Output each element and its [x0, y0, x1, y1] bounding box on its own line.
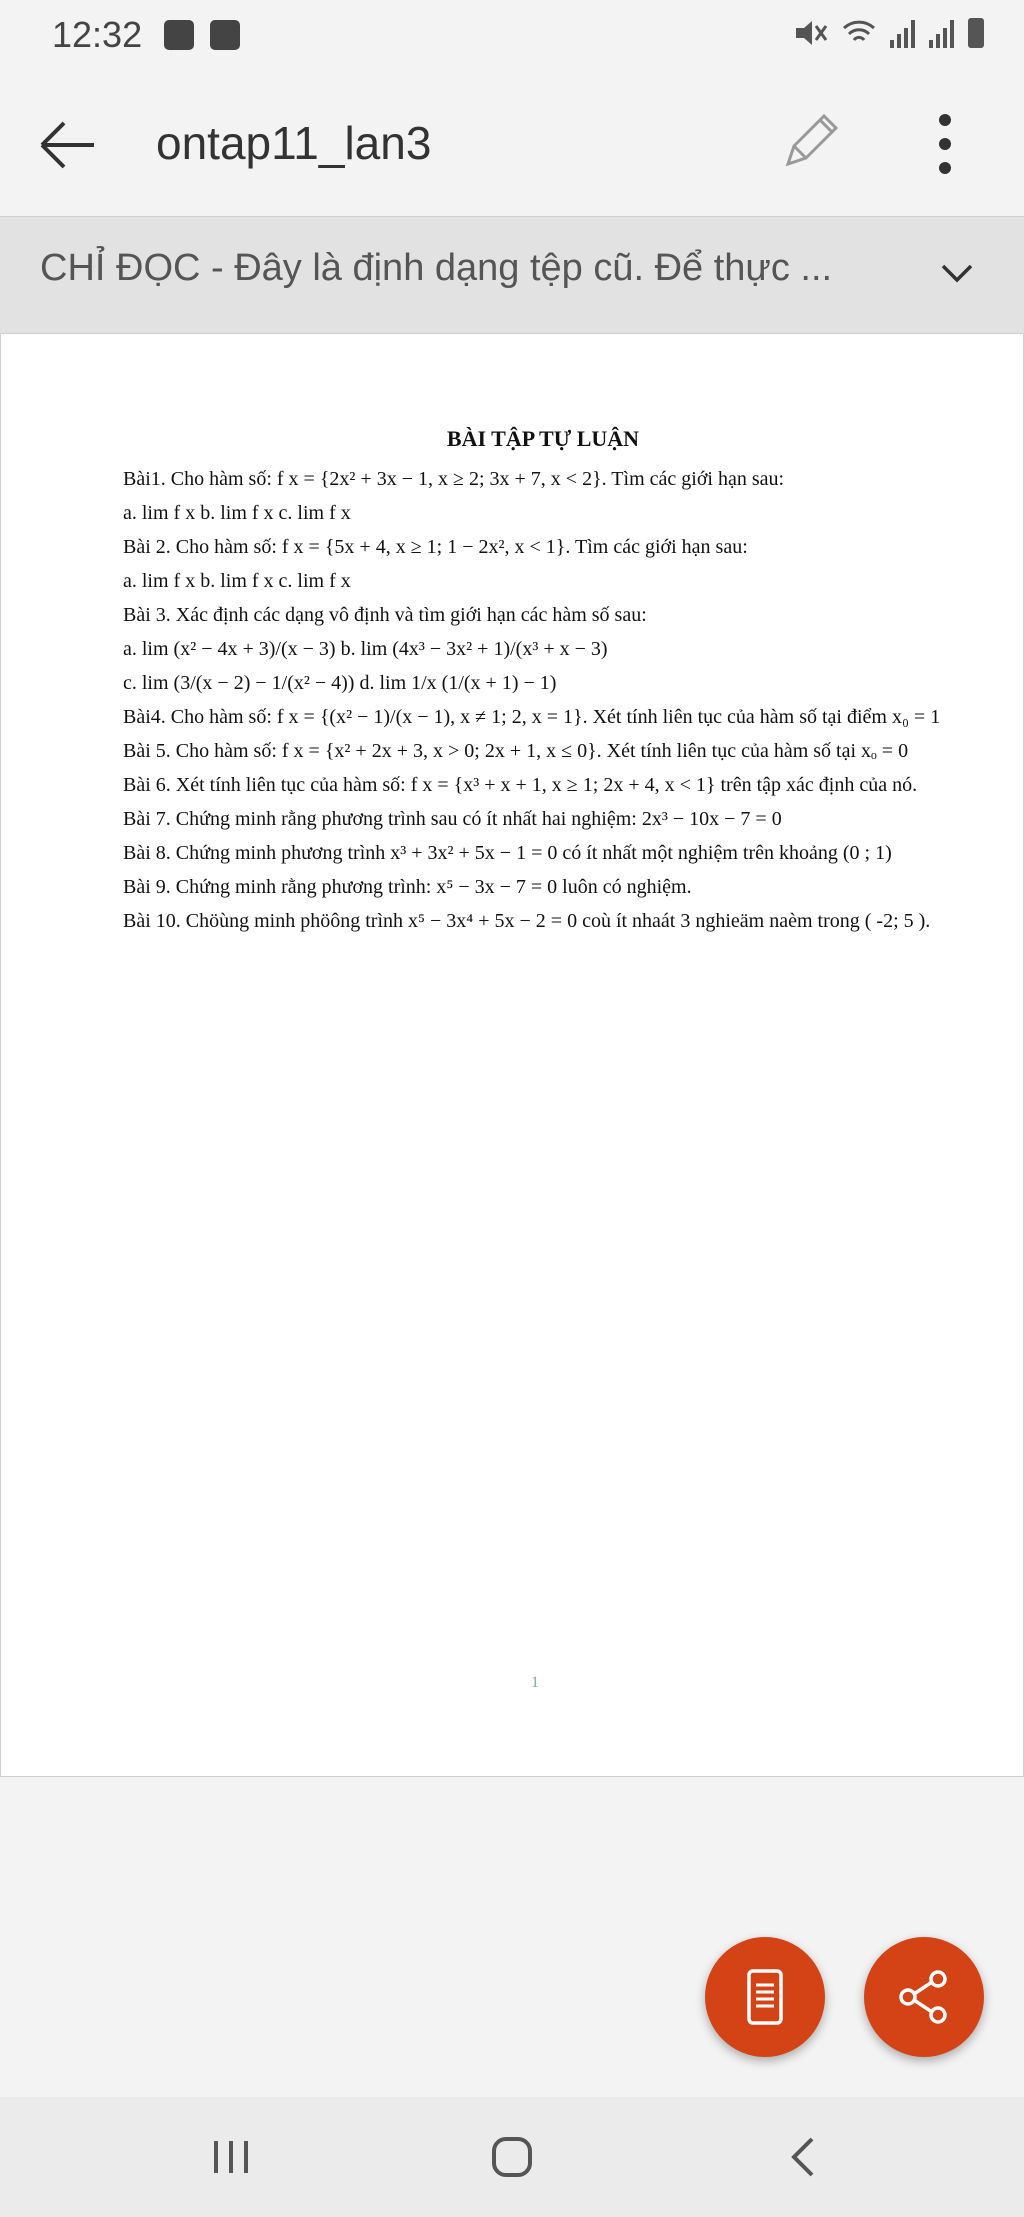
wifi-icon — [842, 18, 876, 48]
document-page[interactable] — [0, 333, 1024, 1777]
back-arrow-icon[interactable] — [38, 120, 98, 170]
system-nav-bar — [0, 2097, 1024, 2217]
share-button[interactable] — [864, 1937, 984, 2057]
mute-icon — [792, 18, 828, 48]
doc-line-4: a. lim f x b. lim f x c. lim f x — [123, 570, 351, 592]
doc-line-14: Bài 10. Chöùng minh phöông trình x⁵ − 3x⁴ + 5x − 2 = 0 coù ít nhaát 3 nghieäm naèm trong ( -2; 5 ). — [123, 910, 931, 932]
document-heading: BÀI TẬP TỰ LUẬN — [446, 426, 640, 451]
doc-line-10: Bài 6. Xét tính liên tục của hàm số: f x = {x³ + x + 1, x ≥ 1; 2x + 4, x < 1} trên tập xác định của nó. — [123, 774, 918, 796]
doc-line-5: Bài 3. Xác định các dạng vô định và tìm giới hạn các hàm số sau: — [123, 604, 647, 626]
status-bar — [0, 0, 1024, 72]
doc-line-11: Bài 7. Chứng minh rằng phương trình sau có ít nhất hai nghiệm: 2x³ − 10x − 7 = 0 — [123, 808, 782, 830]
doc-line-8: Bài4. Cho hàm số: f x = {(x² − 1)/(x − 1), x ≠ 1; 2, x = 1}. Xét tính liên tục của hàm số tại điểm x₀ = 1 — [123, 706, 941, 728]
read-only-banner[interactable] — [0, 216, 1024, 334]
page-number: 1 — [531, 1674, 539, 1691]
status-icons — [792, 18, 984, 48]
app-notification-icon — [210, 20, 240, 50]
image-notification-icon — [164, 20, 194, 50]
chevron-down-icon[interactable] — [940, 261, 974, 287]
recent-apps-icon[interactable] — [206, 2135, 256, 2179]
back-nav-icon[interactable] — [780, 2135, 830, 2179]
doc-line-6: a. lim (x² − 4x + 3)/(x − 3) b. lim (4x³ − 3x² + 1)/(x³ + x − 3) — [123, 638, 608, 660]
home-icon[interactable] — [488, 2135, 538, 2179]
reading-view-button[interactable] — [705, 1937, 825, 2057]
doc-line-7: c. lim (3/(x − 2) − 1/(x² − 4)) d. lim 1/x (1/(x + 1) − 1) — [123, 672, 557, 694]
doc-line-13: Bài 9. Chứng minh rằng phương trình: x⁵ − 3x − 7 = 0 luôn có nghiệm. — [123, 876, 692, 898]
doc-line-9: Bài 5. Cho hàm số: f x = {x² + 2x + 3, x > 0; 2x + 1, x ≤ 0}. Xét tính liên tục của hàm số tại xₒ = 0 — [123, 740, 909, 762]
banner-text: CHỈ ĐỌC - Đây là định dạng tệp cũ. Để thực ... — [40, 247, 833, 289]
doc-line-1: Bài1. Cho hàm số: f x = {2x² + 3x − 1, x ≥ 2; 3x + 7, x < 2}. Tìm các giới hạn sau: — [123, 468, 785, 490]
share-icon — [894, 1967, 954, 2027]
phone-document-icon — [735, 1967, 795, 2027]
doc-line-2: a. lim f x b. lim f x c. lim f x — [123, 502, 351, 524]
document-title: ontap11_lan3 — [156, 117, 432, 169]
document-content — [123, 426, 963, 942]
more-options-icon[interactable] — [930, 112, 960, 176]
app-bar — [0, 72, 1024, 216]
doc-line-12: Bài 8. Chứng minh phương trình x³ + 3x² + 5x − 1 = 0 có ít nhất một nghiệm trên khoảng (0 ; 1) — [123, 842, 892, 864]
signal-1-icon — [890, 18, 915, 48]
status-time: 12:32 — [52, 14, 143, 55]
doc-line-3: Bài 2. Cho hàm số: f x = {5x + 4, x ≥ 1; 1 − 2x², x < 1}. Tìm các giới hạn sau: — [123, 536, 748, 558]
battery-icon — [968, 18, 984, 48]
edit-pencil-icon[interactable] — [780, 112, 840, 172]
signal-2-icon — [929, 18, 954, 48]
